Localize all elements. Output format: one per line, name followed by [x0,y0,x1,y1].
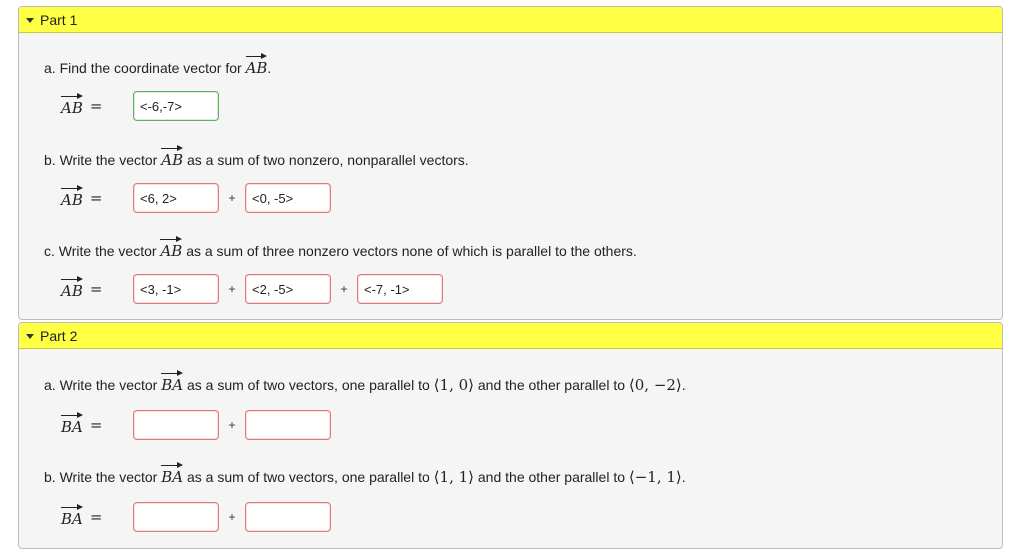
part-2-header[interactable] [19,323,1002,349]
vector-arrow-icon [61,94,83,100]
answer-row-1a [61,91,219,121]
part-1-header[interactable] [19,7,1002,33]
vector-ba: BA [161,464,183,486]
plus-sign: + [228,282,236,296]
vector-ab: AB [161,147,183,169]
answer-2a-input-1[interactable] [133,410,219,440]
answer-1c-input-2[interactable] [245,274,331,304]
answer-2a-input-2[interactable] [245,410,331,440]
answer-2b-input-1[interactable] [133,502,219,532]
answer-row-2b [61,502,331,532]
vector-arrow-icon [161,371,183,377]
answer-1b-input-1[interactable] [133,183,219,213]
answer-row-1c [61,274,443,304]
answer-row-2a [61,410,331,440]
question-1a: a. Find the coordinate vector for AB. [44,55,271,77]
caret-down-icon [26,18,34,23]
vector-ab: AB [160,238,182,260]
part-1-section [18,6,1003,320]
part-2-title: Part 2 [40,327,78,344]
vector-ba: BA [161,372,183,394]
lhs-label: BA = [61,414,133,436]
lhs-label: AB = [61,187,133,209]
vector-arrow-icon [61,505,83,511]
lhs-label: BA = [61,506,133,528]
plus-sign: + [228,191,236,205]
vector-arrow-icon [160,237,182,243]
vector-arrow-icon [61,413,83,419]
answer-2b-input-2[interactable] [245,502,331,532]
answer-1a-input[interactable] [133,91,219,121]
plus-sign: + [228,510,236,524]
answer-1c-input-3[interactable] [357,274,443,304]
answer-row-1b [61,183,331,213]
vector-arrow-icon [61,186,83,192]
lhs-label: AB = [61,278,133,300]
question-1a-text: a. Find the coordinate vector for [44,60,246,76]
question-1c: c. Write the vector AB as a sum of three nonzero vectors none of which is parallel to the others. [44,238,637,260]
plus-sign: + [340,282,348,296]
answer-1c-input-1[interactable] [133,274,219,304]
question-1b: b. Write the vector AB as a sum of two nonzero, nonparallel vectors. [44,147,469,169]
caret-down-icon [26,334,34,339]
lhs-label: AB = [61,95,133,117]
vector-ab: AB [246,55,268,77]
vector-arrow-icon [161,146,183,152]
question-2a: a. Write the vector BA as a sum of two vectors, one parallel to ⟨1, 0⟩ and the other parallel to ⟨0, −2⟩. [44,372,686,394]
plus-sign: + [228,418,236,432]
part-1-title: Part 1 [40,11,78,28]
vector-arrow-icon [246,54,268,60]
question-2b: b. Write the vector BA as a sum of two vectors, one parallel to ⟨1, 1⟩ and the other parallel to ⟨−1, 1⟩. [44,464,686,486]
vector-arrow-icon [61,277,83,283]
answer-1b-input-2[interactable] [245,183,331,213]
vector-arrow-icon [161,463,183,469]
part-2-section [18,322,1003,549]
